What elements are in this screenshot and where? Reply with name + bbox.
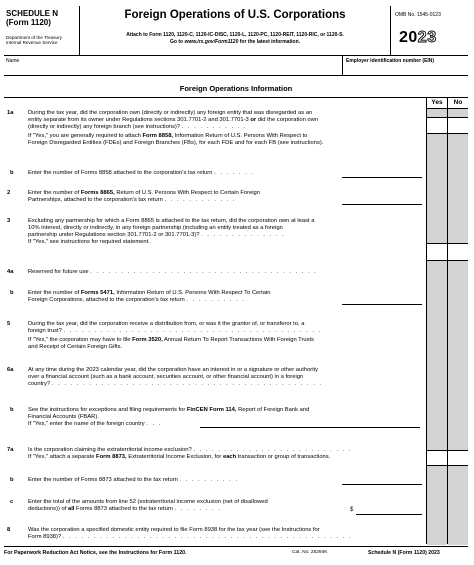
agency-label: Department of the Treasury Internal Revenue Service [6,35,62,46]
irs-form-link[interactable]: www.irs.gov/Form1120 [184,39,239,45]
line-6b-text: See the instructions for exceptions and filing requirements for FinCEN Form 114, Report of Foreign Bank and Financial Accounts (FBAR). If "Yes," enter the name of the foreign country . . . [28,407,310,428]
line-7a-number: 7a [7,447,14,453]
line-4a-number: 4a [7,269,14,275]
ein-field[interactable] [342,56,468,76]
section-heading [4,76,468,98]
dollar-sign: $ [350,507,354,513]
checkbox-1a-yes[interactable] [427,118,447,132]
form-title: Foreign Operations of U.S. Corporations [124,9,346,21]
yes-column [426,109,447,544]
line-2-entry[interactable] [342,204,422,205]
line-4b-number: b [10,290,14,296]
line-6a-text: At any time during the 2023 calendar year, did the corporation have an interest in or a signature or other authority over a financial account (such as a bank account, securities account, or other financial account) in a foreign country? . . . . . . . . . . . . . . . . . . . . . . . . . . . . . . . . . . . . . . . . . . . . [28,367,323,388]
line-7b-entry[interactable] [342,484,422,485]
line-7a-text: Is the corporation claiming the extraterritorial income exclusion? . . . . . . . . . . . . . . . . . . . . . . . . . . If "Yes," attach a separate Form 8873, Extraterritorial Income Exclusion, for each transaction or group of transactions. [28,447,352,461]
schedule-id: SCHEDULE N (Form 1120) [6,9,59,27]
name-label: Name [6,58,20,64]
line-4b-text: Enter the number of Forms 5471, Information Return of U.S. Persons With Respect To Certain Foreign Corporations, attached to the corporation's tax return . . . . . . . . . . [28,290,271,304]
line-5-number: 5 [7,321,11,327]
section-title: Foreign Operations Information [179,84,293,93]
form-footer-id: Schedule N (Form 1120) 2023 [368,550,440,556]
line-3-number: 3 [7,218,11,224]
line-6b-number: b [10,407,14,413]
form-id-block [4,6,80,56]
line-7c-text: Enter the total of the amounts from line 52 (extraterritorial income exclusion (net of disallowed deductions)) of all Forms 8873 attached to the tax return . . . . . . . . [28,499,268,513]
line-7b-number: b [10,477,14,483]
line-1a-number: 1a [7,110,14,116]
no-column-header: No [447,98,468,109]
ein-label: Employer identification number (EIN) [346,58,435,64]
line-4b-entry[interactable] [342,304,422,305]
yes-column-header: Yes [426,98,447,109]
line-5-text: During the tax year, did the corporation receive a distribution from, or was it the grantor of, or transferor to, a foreign trust? . . . . . . . . . . . . . . . . . . . . . . . . . . . . . . . . . . . . . . . . . . If "Yes," the corporation may have to file Form 3520, Annual Return To Report Transactions With Foreign Trusts and Receipt of Certain Foreign Gifts. [28,321,322,351]
schedule-n-form [4,6,468,560]
line-7b-text: Enter the number of Forms 8873 attached to the tax return . . . . . . . . . . [28,477,239,483]
line-7c-number: c [10,499,14,505]
foreign-country-entry[interactable] [200,427,420,428]
line-4a-text: Reserved for future use . . . . . . . . . . . . . . . . . . . . . . . . . . . . . . . . . . . . . [28,269,318,275]
catalog-number: Cat. No. 26294K [292,550,328,555]
line-8-number: 8 [7,527,11,533]
line-1b-text: Enter the number of Forms 8858 attached to the corporation's tax return . . . . . . . [28,170,255,176]
line-7c-amount[interactable] [356,514,422,515]
omb-year-block [390,6,468,56]
line-8-text: Was the corporation a specified domestic entity required to file Form 8938 for the tax year (see the Instructions for Form 8938)? . . . . . . . . . . . . . . . . . . . . . . . . . . . . . . . . . . . . . . . . . . . . . . . [28,527,353,541]
form-title-block [80,6,390,56]
paperwork-notice: For Paperwork Reduction Act Notice, see the Instructions for Form 1120. [4,550,187,556]
form-header [4,6,468,56]
name-row [4,56,468,76]
attach-instructions: Attach to Form 1120, 1120-C, 1120-IC-DISC, 1120-L, 1120-PC, 1120-REIT, 1120-RIC, or 1120-S. Go to www.irs.gov/Form1120 for the latest information. [126,32,344,45]
line-3-text: Excluding any partnership for which a Form 8865 is attached to the tax return, did the corporation own at least a 10% interest, directly or indirectly, in any foreign partnership (including an entity treated as a foreign partnership under Regulations section 301.7701-2 or 301.7701-3)? . . . . . . . . . . . . . . If "Yes," see instructions for required statement. [28,218,315,246]
line-1a-text: During the tax year, did the corporation own (directly or indirectly) any foreign entity that was disregarded as an entity separate from its owner under Regulations sections 301.7701-2 and 301.7701-3 or did the corporation own (directly or indirectly) any foreign branch (see instructions)? . . . . . . . . . . . If "Yes," you are generally required to attach Form 8858, Information Return of U.S. Persons With Respect to Foreign Disregarded Entities (FDEs) and Foreign Branches (FBs), for each FDE and for each FB (see instructions). [28,110,324,147]
tax-year: 2023 [399,29,437,46]
line-1b-number: b [10,170,14,176]
line-1b-entry[interactable] [342,177,422,178]
line-2-number: 2 [7,190,11,196]
checkbox-1a-no[interactable] [448,118,468,132]
form-footer [4,546,468,560]
no-column [447,109,468,544]
omb-number: OMB No. 1545-0123 [395,12,441,18]
line-2-text: Enter the number of Forms 8865, Return of U.S. Persons With Respect to Certain Foreign Partnerships, attached to the corporation's tax return . . . . . . . . . . . . [28,190,261,204]
line-6a-number: 6a [7,367,14,373]
